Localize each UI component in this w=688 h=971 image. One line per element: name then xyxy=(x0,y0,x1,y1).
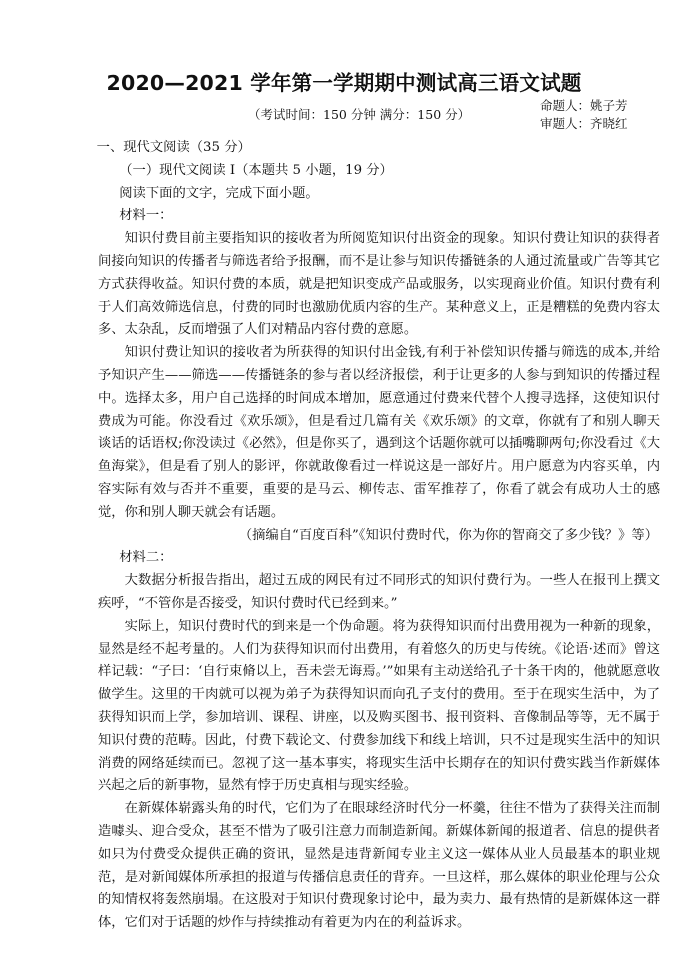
material1-paragraph: 知识付费目前主要指知识的接收者为所阅览知识付出资金的现象。知识付费让知识的获得者间接向知识的传播者与筛选者给予报酬，而不是让参与知识传播链条的人通过流量或广告等其它方式获得收益。知识付费的本质，就是把知识变成产品或服务，以实现商业价值。知识付费有利于人们高效筛选信息，付费的同时也激励优质内容的生产。某种意义上，正是糟糕的免费内容太多、太杂乱，反而增强了人们对精品内容付费的意愿。 xyxy=(98,231,660,338)
subsection-heading: （一）现代文阅读 I（本题共 5 小题，19 分） xyxy=(119,162,393,178)
author-line: 命题人：姚子芳 xyxy=(540,98,628,113)
material1-paragraph: 知识付费让知识的接收者为所获得的知识付出金钱,有利于补偿知识传播与筛选的成本,并给予知识产生——筛选——传播链条的参与者以经济报偿，利于让更多的人参与到知识的传播过程中。选择太多，用户自己选择的时间成本增加，愿意通过付费来代替个人搜寻选择，这使知识付费成为可能。你没看过《欢乐颂》，但是看过几篇有关《欢乐颂》的文章，你就有了和别人聊天谈话的话语权;你没读过《必然》，但是你买了，遇到这个话题你就可以插嘴聊两句;你没看过《大鱼海棠》，但是看了别人的影评，你就敢像看过一样说这是一部好片。用户愿意为内容买单，内容实际有效与否并不重要，重要的是马云、柳传志、雷军推荐了，你看了就会有成功人士的感觉，你和别人聊天就会有话题。 xyxy=(98,345,660,520)
material2-label: 材料二： xyxy=(119,550,173,566)
exam-content xyxy=(98,137,660,935)
material2-paragraph: 大数据分析报告指出，超过五成的网民有过不同形式的知识付费行为。一些人在报刊上撰文疾呼，“不管你是否接受，知识付费时代已经到来。” xyxy=(98,573,660,611)
exam-info: （考试时间：150 分钟 满分：150 分） xyxy=(248,107,471,122)
material2-paragraph: 实际上，知识付费时代的到来是一个伪命题。将为获得知识而付出费用视为一种新的现象，显然是经不起考量的。人们为获得知识而付出费用，有着悠久的历史与传统。《论语·述而》曾这样记载：“子曰：‘自行束脩以上，吾未尝无诲焉。’”如果有主动送给孔子十条干肉的，他就愿意收做学生。这里的干肉就可以视为弟子为获得知识而向孔子支付的费用。至于在现实生活中，为了获得知识而上学，参加培训、课程、讲座，以及购买图书、报刊资料、音像制品等等，无不属于知识付费的范畴。因此，付费下载论文、付费参加线下和线上培训，只不过是现实生活中的知识消费的网络延续而已。忽视了这一基本事实，将现实生活中长期存在的知识付费实践当作新媒体兴起之后的新事物，显然有悖于历史真相与现实经验。 xyxy=(98,618,660,794)
material1-label: 材料一： xyxy=(119,208,173,224)
material1-citation: （摘编自“百度百科”《知识付费时代，你为你的智商交了多少钱？》等） xyxy=(238,527,658,543)
instruction-text: 阅读下面的文字，完成下面小题。 xyxy=(119,185,319,201)
material2-paragraph: 在新媒体崭露头角的时代，它们为了在眼球经济时代分一杯羹，往往不惜为了获得关注而制造噱头、迎合受众，甚至不惜为了吸引注意力而制造新闻。新媒体新闻的报道者、信息的提供者如只为付费受众提供正确的资讯，显然是违背新闻专业主义这一媒体从业人员最基本的职业规范，是对新闻媒体所承担的报道与传播信息责任的背弃。一旦这样，那么媒体的职业伦理与公众的知情权将轰然崩塌。在这股对于知识付费现象讨论中，最为卖力、最有热情的是新媒体这一群体，它们对于话题的炒作与持续推动有着更为内在的利益诉求。 xyxy=(98,801,660,931)
reviewer-line: 审题人：齐晓红 xyxy=(540,116,628,131)
author-block xyxy=(540,97,628,133)
page-title: 2020—2021 学年第一学期期中测试高三语文试题 xyxy=(106,71,582,95)
section-heading: 一、现代文阅读（35 分） xyxy=(96,140,251,155)
